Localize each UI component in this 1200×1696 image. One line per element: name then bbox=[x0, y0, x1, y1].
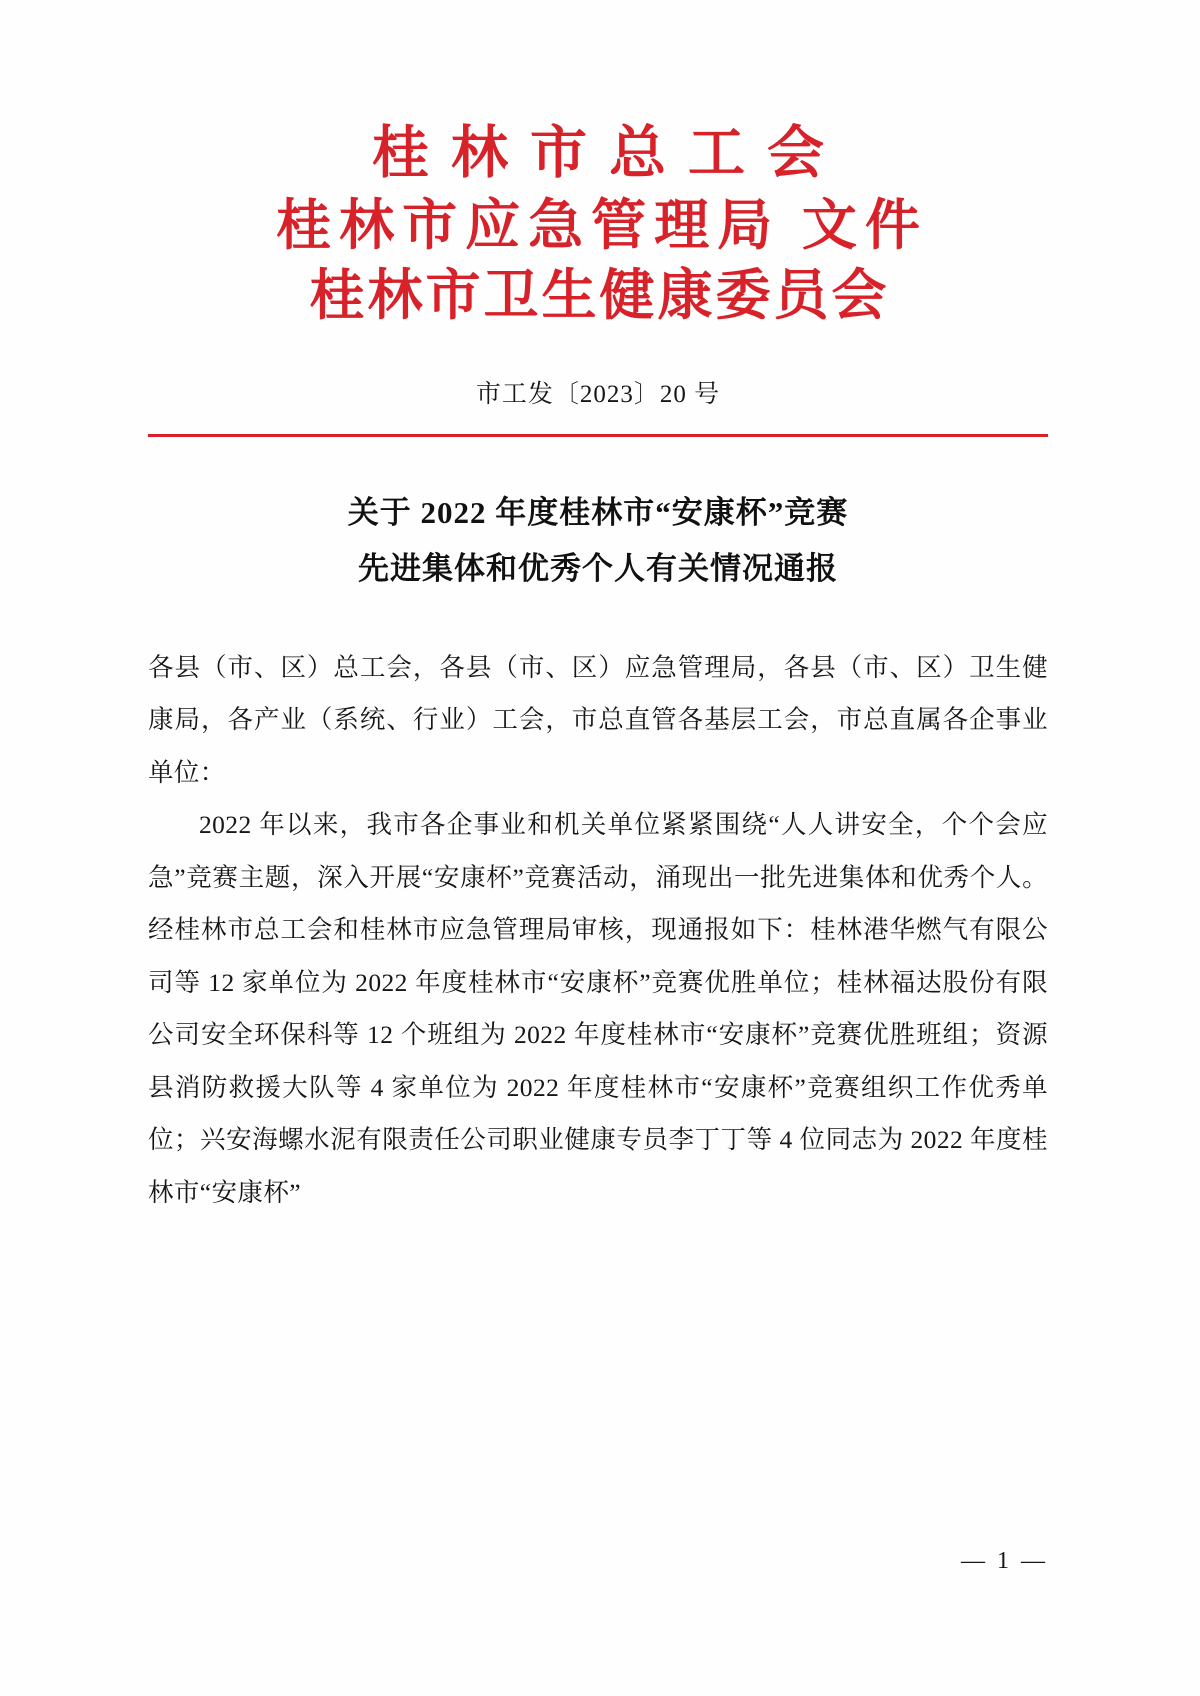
masthead-line-1: 桂林市总工会 bbox=[372, 122, 846, 185]
body-paragraph-1: 2022 年以来，我市各企事业和机关单位紧紧围绕“人人讲安全，个个会应急”竞赛主题，深入开展“安康杯”竞赛活动，涌现出一批先进集体和优秀个人。经桂林市总工会和桂林市应急管理局审核，现通报如下：桂林港华燃气有限公司等 12 家单位为 2022 年度桂林市“安康杯”竞赛优胜单位；桂林福达股份有限公司安全环保科等 12 个班组为 2022 年度桂林市“安康杯”竞赛优胜班组；资源县消防救援大队等 4 家单位为 2022 年度桂林市“安康杯”竞赛组织工作优秀单位；兴安海螺水泥有限责任公司职业健康专员李丁丁等 4 位同志为 2022 年度桂林市“安康杯” bbox=[148, 810, 1048, 1207]
recipients-paragraph: 各县（市、区）总工会，各县（市、区）应急管理局，各县（市、区）卫生健康局，各产业（系统、行业）工会，市总直管各基层工会，市总直属各企事业单位： bbox=[148, 652, 1048, 787]
page-title-line-1: 关于 2022 年度桂林市“安康杯”竞赛 bbox=[347, 494, 849, 530]
masthead bbox=[148, 0, 1048, 332]
document-content bbox=[148, 642, 1048, 1220]
page-number-footer: — 1 — bbox=[961, 1548, 1048, 1574]
document-body bbox=[148, 0, 1048, 1219]
red-divider-rule bbox=[148, 434, 1048, 437]
document-number: 市工发〔2023〕20 号 bbox=[475, 380, 721, 408]
masthead-line-2: 桂林市应急管理局 文件 bbox=[276, 194, 928, 256]
page-title bbox=[148, 485, 1048, 598]
page-title-line-2: 先进集体和优秀个人有关情况通报 bbox=[358, 551, 838, 587]
masthead-line-3: 桂林市卫生健康委员会 bbox=[309, 265, 890, 327]
